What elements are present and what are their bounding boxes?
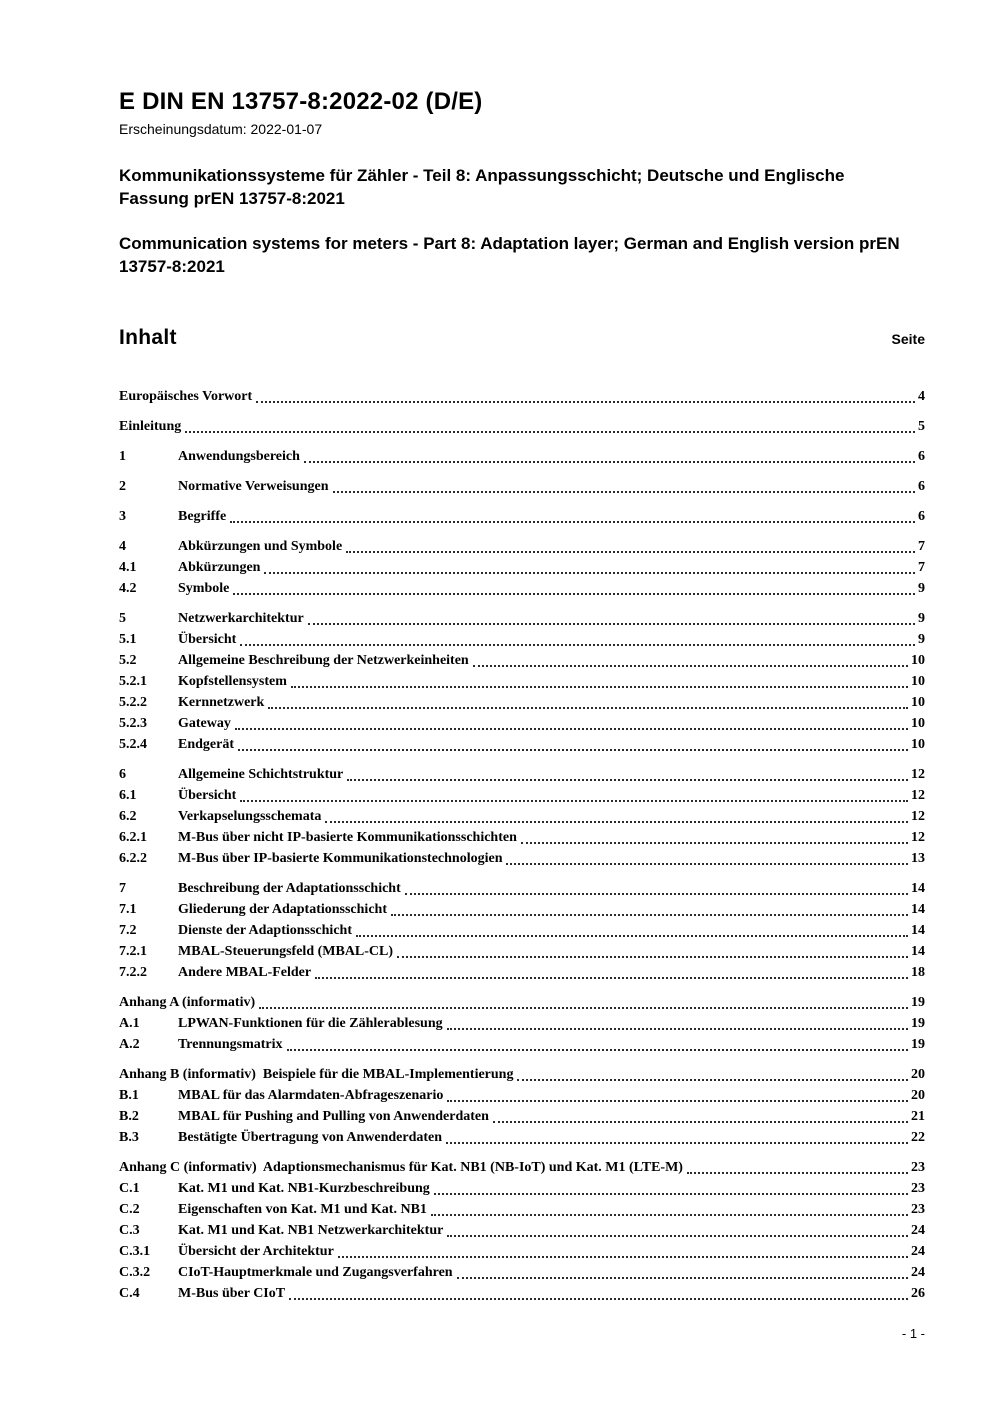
toc-entry xyxy=(119,692,925,713)
toc-entry xyxy=(119,650,925,671)
toc-leader-dots xyxy=(457,1277,908,1279)
toc-entry-label: Übersicht der Architektur xyxy=(178,1244,334,1259)
toc-leader-dots xyxy=(473,665,908,667)
toc-entry-number: 5.2.2 xyxy=(119,695,147,710)
toc-heading-row xyxy=(119,326,925,350)
toc-entry-label: Bestätigte Übertragung von Anwenderdaten xyxy=(178,1130,443,1145)
toc-entry-page: 7 xyxy=(918,560,925,575)
toc-entry xyxy=(119,713,925,734)
toc-entry-page: 22 xyxy=(911,1130,925,1145)
toc-leader-dots xyxy=(291,686,908,688)
toc-entry xyxy=(119,1013,925,1034)
publication-date: Erscheinungsdatum: 2022-01-07 xyxy=(119,121,323,137)
toc-entry-label: Abkürzungen xyxy=(178,560,261,575)
toc-entry xyxy=(119,941,925,962)
toc-group xyxy=(119,608,925,755)
toc-entry xyxy=(119,608,925,629)
toc-entry-label: Gliederung der Adaptationsschicht xyxy=(178,902,387,917)
toc-entry xyxy=(119,416,925,437)
toc-entry xyxy=(119,785,925,806)
toc-entry-label: Anwendungsbereich xyxy=(178,449,300,464)
toc-entry-label: Abkürzungen und Symbole xyxy=(178,539,343,554)
toc-entry xyxy=(119,920,925,941)
toc-group xyxy=(119,1064,925,1148)
toc-entry-number: 7.1 xyxy=(119,902,137,917)
toc-entry-number: 4.1 xyxy=(119,560,137,575)
toc-leader-dots xyxy=(264,572,915,574)
toc-entry-label: Gateway xyxy=(178,716,231,731)
toc-entry-page: 6 xyxy=(918,509,925,524)
toc-entry-number: A.2 xyxy=(119,1037,140,1052)
toc-group xyxy=(119,764,925,869)
toc-entry-label: Beschreibung der Adaptationsschicht xyxy=(178,881,401,896)
toc-entry-number: 6.1 xyxy=(119,788,137,803)
toc-leader-dots xyxy=(185,431,915,433)
toc-entry-page: 14 xyxy=(911,923,925,938)
toc-group xyxy=(119,878,925,983)
toc-leader-dots xyxy=(287,1049,909,1051)
toc-entry-label: Anhang C (informativ) Adaptionsmechanismus für Kat. NB1 (NB-IoT) und Kat. M1 (LTE-M) xyxy=(119,1160,683,1175)
toc-entry-label: LPWAN-Funktionen für die Zählerablesung xyxy=(178,1016,443,1031)
toc-entry-label: Kopfstellensystem xyxy=(178,674,287,689)
toc-entry-page: 10 xyxy=(911,653,925,668)
document-number: E DIN EN 13757-8:2022-02 (D/E) xyxy=(119,88,483,115)
toc-entry xyxy=(119,1064,925,1085)
toc-entry-number: A.1 xyxy=(119,1016,140,1031)
toc-group xyxy=(119,476,925,497)
toc-entry xyxy=(119,1199,925,1220)
toc-entry xyxy=(119,1106,925,1127)
toc-entry-page: 14 xyxy=(911,902,925,917)
toc-entry xyxy=(119,848,925,869)
toc-entry-label: CIoT-Hauptmerkmale und Zugangsverfahren xyxy=(178,1265,453,1280)
toc-entry-label: Begriffe xyxy=(178,509,227,524)
toc-entry-page: 10 xyxy=(911,737,925,752)
toc-entry-label: Übersicht xyxy=(178,788,237,803)
toc-entry-page: 18 xyxy=(911,965,925,980)
toc-entry-number: 7.2.1 xyxy=(119,944,147,959)
toc-entry-label: Anhang A (informativ) xyxy=(119,995,256,1010)
toc-entry-label: Endgerät xyxy=(178,737,234,752)
toc-entry-page: 9 xyxy=(918,581,925,596)
toc-entry xyxy=(119,1085,925,1106)
toc-entry xyxy=(119,446,925,467)
toc-entry-number: 4.2 xyxy=(119,581,137,596)
toc-entry-page: 19 xyxy=(911,1037,925,1052)
toc-entry-label: Normative Verweisungen xyxy=(178,479,329,494)
toc-leader-dots xyxy=(308,623,915,625)
toc-entry-label: Verkapselungsschemata xyxy=(178,809,322,824)
toc-leader-dots xyxy=(447,1235,908,1237)
toc-group xyxy=(119,1157,925,1304)
toc-entry xyxy=(119,1220,925,1241)
toc-leader-dots xyxy=(397,956,908,958)
toc-entry-number: C.3.1 xyxy=(119,1244,151,1259)
toc-entry xyxy=(119,1241,925,1262)
toc-entry-number: C.3 xyxy=(119,1223,140,1238)
toc-entry-page: 24 xyxy=(911,1244,925,1259)
toc-page-column-label: Seite xyxy=(891,331,925,347)
toc-heading: Inhalt xyxy=(119,326,177,349)
toc-entry-page: 7 xyxy=(918,539,925,554)
toc-group xyxy=(119,446,925,467)
toc-group xyxy=(119,992,925,1055)
toc-entry-page: 10 xyxy=(911,695,925,710)
toc-entry-label: Anhang B (informativ) Beispiele für die MBAL-Implementierung xyxy=(119,1067,514,1082)
toc-entry-label: Allgemeine Schichtstruktur xyxy=(178,767,344,782)
toc-entry-number: C.1 xyxy=(119,1181,140,1196)
toc-leader-dots xyxy=(347,779,908,781)
toc-leader-dots xyxy=(304,461,915,463)
toc-entry xyxy=(119,1283,925,1304)
toc-entry-page: 12 xyxy=(911,830,925,845)
toc-leader-dots xyxy=(259,1007,908,1009)
toc-leader-dots xyxy=(256,401,915,403)
toc-entry xyxy=(119,734,925,755)
toc-entry-label: Kat. M1 und Kat. NB1 Netzwerkarchitektur xyxy=(178,1223,444,1238)
toc-entry-number: 5.2.1 xyxy=(119,674,147,689)
toc-entry-number: 7.2 xyxy=(119,923,137,938)
toc-entry xyxy=(119,506,925,527)
toc-leader-dots xyxy=(687,1172,908,1174)
toc-entry-page: 21 xyxy=(911,1109,925,1124)
toc-leader-dots xyxy=(391,914,908,916)
title-german: Kommunikationssysteme für Zähler - Teil 8: Anpassungsschicht; Deutsche und Englische Fassung prEN 13757-8:2021 xyxy=(119,166,845,208)
toc-entry-number: 5 xyxy=(119,611,126,626)
toc-entry-page: 23 xyxy=(911,1160,925,1175)
toc-entry-page: 12 xyxy=(911,788,925,803)
toc-entry xyxy=(119,764,925,785)
toc-entry-label: Europäisches Vorwort xyxy=(119,389,253,404)
toc-entry-number: 4 xyxy=(119,539,126,554)
toc-leader-dots xyxy=(325,821,908,823)
toc-entry-label: M-Bus über CIoT xyxy=(178,1286,286,1301)
toc-entry-label: Symbole xyxy=(178,581,230,596)
toc-entry xyxy=(119,476,925,497)
toc-entry-label: Übersicht xyxy=(178,632,237,647)
toc-entry-number: 5.2.3 xyxy=(119,716,147,731)
toc-group xyxy=(119,506,925,527)
title-english: Communication systems for meters - Part 8: Adaptation layer; German and English version prEN 13757-8:2021 xyxy=(119,234,900,276)
toc-entry-number: B.3 xyxy=(119,1130,139,1145)
toc-entry xyxy=(119,578,925,599)
toc-entry-number: C.3.2 xyxy=(119,1265,151,1280)
toc-leader-dots xyxy=(434,1193,908,1195)
toc-entry-label: Netzwerkarchitektur xyxy=(178,611,304,626)
toc-entry-page: 5 xyxy=(918,419,925,434)
page-content xyxy=(119,88,925,1304)
toc-entry-page: 6 xyxy=(918,449,925,464)
toc-entry xyxy=(119,536,925,557)
toc-entry-number: 6.2.1 xyxy=(119,830,147,845)
toc-leader-dots xyxy=(521,842,908,844)
toc-entry-page: 14 xyxy=(911,881,925,896)
toc-entry xyxy=(119,1127,925,1148)
toc-group xyxy=(119,536,925,599)
toc-list xyxy=(119,386,925,1304)
toc-leader-dots xyxy=(356,935,908,937)
toc-entry-label: M-Bus über nicht IP-basierte Kommunikationsschichten xyxy=(178,830,517,845)
toc-leader-dots xyxy=(233,593,915,595)
toc-entry xyxy=(119,629,925,650)
toc-entry-page: 24 xyxy=(911,1265,925,1280)
toc-leader-dots xyxy=(447,1028,908,1030)
toc-entry-number: C.2 xyxy=(119,1202,140,1217)
toc-leader-dots xyxy=(315,977,908,979)
toc-entry-number: 3 xyxy=(119,509,126,524)
toc-entry-number: 7 xyxy=(119,881,126,896)
toc-leader-dots xyxy=(346,551,915,553)
toc-entry-number: 6 xyxy=(119,767,126,782)
toc-leader-dots xyxy=(238,749,908,751)
toc-entry-label: Kat. M1 und Kat. NB1-Kurzbeschreibung xyxy=(178,1181,430,1196)
toc-entry xyxy=(119,899,925,920)
toc-entry-label: M-Bus über IP-basierte Kommunikationstechnologien xyxy=(178,851,503,866)
toc-entry-label: Eigenschaften von Kat. M1 und Kat. NB1 xyxy=(178,1202,427,1217)
toc-entry-label: MBAL für Pushing and Pulling von Anwenderdaten xyxy=(178,1109,489,1124)
toc-entry-label: MBAL für das Alarmdaten-Abfrageszenario xyxy=(178,1088,444,1103)
toc-entry-label: Kernnetzwerk xyxy=(178,695,265,710)
toc-leader-dots xyxy=(517,1079,908,1081)
toc-entry-page: 23 xyxy=(911,1181,925,1196)
toc-leader-dots xyxy=(240,644,915,646)
toc-entry-page: 6 xyxy=(918,479,925,494)
toc-entry xyxy=(119,962,925,983)
toc-leader-dots xyxy=(268,707,908,709)
toc-leader-dots xyxy=(405,893,908,895)
toc-entry-page: 20 xyxy=(911,1088,925,1103)
toc-entry-label: Einleitung xyxy=(119,419,182,434)
toc-leader-dots xyxy=(446,1142,908,1144)
toc-entry xyxy=(119,827,925,848)
toc-leader-dots xyxy=(493,1121,908,1123)
toc-entry-label: Trennungsmatrix xyxy=(178,1037,283,1052)
toc-entry xyxy=(119,1262,925,1283)
toc-entry-page: 20 xyxy=(911,1067,925,1082)
toc-entry-page: 13 xyxy=(911,851,925,866)
toc-entry-page: 4 xyxy=(918,389,925,404)
toc-entry-page: 10 xyxy=(911,674,925,689)
toc-entry-number: 6.2 xyxy=(119,809,137,824)
toc-group xyxy=(119,386,925,407)
toc-entry-number: 1 xyxy=(119,449,126,464)
toc-entry-page: 19 xyxy=(911,995,925,1010)
toc-leader-dots xyxy=(333,491,916,493)
toc-entry-page: 23 xyxy=(911,1202,925,1217)
toc-entry-number: 7.2.2 xyxy=(119,965,147,980)
document-header xyxy=(119,88,925,278)
toc-entry-page: 26 xyxy=(911,1286,925,1301)
toc-entry-page: 12 xyxy=(911,767,925,782)
toc-leader-dots xyxy=(240,800,908,802)
toc-leader-dots xyxy=(289,1298,908,1300)
toc-entry-page: 19 xyxy=(911,1016,925,1031)
toc-entry-page: 10 xyxy=(911,716,925,731)
toc-leader-dots xyxy=(506,863,908,865)
page-number-footer: - 1 - xyxy=(901,1326,925,1341)
toc-entry-number: 6.2.2 xyxy=(119,851,147,866)
toc-entry xyxy=(119,1178,925,1199)
toc-leader-dots xyxy=(338,1256,908,1258)
toc-entry-number: 5.2 xyxy=(119,653,137,668)
toc-entry-number: B.1 xyxy=(119,1088,139,1103)
toc-entry-label: Andere MBAL-Felder xyxy=(178,965,312,980)
toc-leader-dots xyxy=(447,1100,908,1102)
toc-entry-number: C.4 xyxy=(119,1286,140,1301)
toc-entry-page: 12 xyxy=(911,809,925,824)
toc-entry-page: 14 xyxy=(911,944,925,959)
toc-entry-label: Allgemeine Beschreibung der Netzwerkeinheiten xyxy=(178,653,469,668)
toc-leader-dots xyxy=(235,728,908,730)
toc-entry xyxy=(119,878,925,899)
toc-entry-page: 9 xyxy=(918,611,925,626)
toc-entry xyxy=(119,671,925,692)
toc-entry-label: MBAL-Steuerungsfeld (MBAL-CL) xyxy=(178,944,394,959)
toc-group xyxy=(119,416,925,437)
toc-entry xyxy=(119,1034,925,1055)
toc-entry-number: B.2 xyxy=(119,1109,139,1124)
toc-entry xyxy=(119,806,925,827)
toc-entry-number: 5.1 xyxy=(119,632,137,647)
toc-entry xyxy=(119,386,925,407)
toc-entry-number: 2 xyxy=(119,479,126,494)
toc-entry xyxy=(119,557,925,578)
toc-entry xyxy=(119,1157,925,1178)
toc-entry-number: 5.2.4 xyxy=(119,737,147,752)
toc-entry-page: 24 xyxy=(911,1223,925,1238)
toc-entry xyxy=(119,992,925,1013)
toc-entry-page: 9 xyxy=(918,632,925,647)
toc-leader-dots xyxy=(230,521,915,523)
toc-entry-label: Dienste der Adaptionsschicht xyxy=(178,923,352,938)
toc-leader-dots xyxy=(431,1214,908,1216)
